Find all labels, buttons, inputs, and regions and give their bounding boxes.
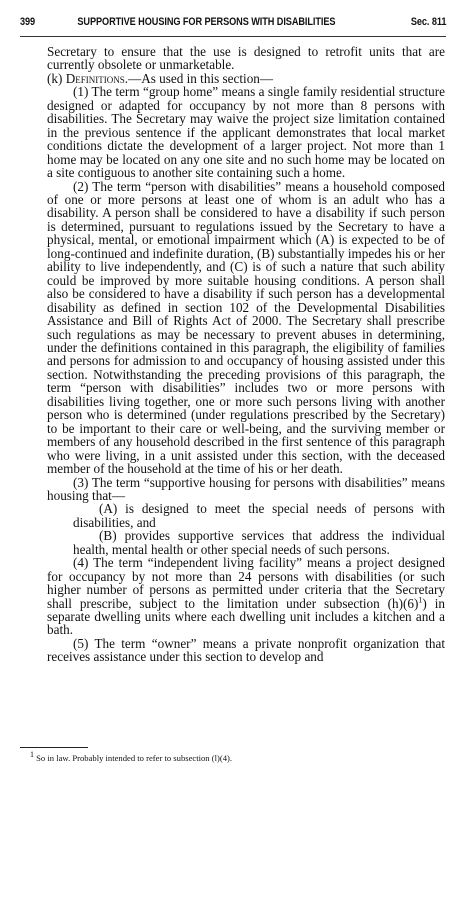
paragraph-continuation: Secretary to ensure that the use is designed to retrofit units that are currently obsolete or unmarketable. [47,44,445,73]
footnote-mark: 1 [30,750,34,760]
subparagraph-3a: (A) is designed to meet the special needs of persons with disabilities, and [73,501,445,530]
paragraph-3-supportive-housing: (3) The term “supportive housing for persons with disabilities” means housing that— [47,474,445,503]
page-number: 399 [20,16,36,28]
statute-text [47,45,445,664]
paragraph-1-group-home: (1) The term “group home” means a single family residential structure designed or adapted for occupancy by not more than 8 persons with disabilities. The Secretary may waive the project size limitation contained in the previous sentence if the applicant demonstrates that local market conditions dictate the development of a larger project. Not more than 1 home may be located on any one site and no such home may be located on a site contiguous to another site containing such a home. [47,84,445,181]
subsection-k-label: (k) [47,70,66,86]
paragraph-4-text-end: ) in separate dwelling units where each dwelling unit includes a kitchen and a bath. [47,595,445,638]
running-title: SUPPORTIVE HOUSING FOR PERSONS WITH DISABILITIES [77,16,336,28]
paragraph-4-text-start: (4) The term “independent living facility” means a project designed for occupancy by not more than 24 persons with disabilities (or such higher number of persons as permitted under criteria that the Secretary shall prescribe, subject to the limitation under subsection (h)(6) [47,555,445,611]
paragraph-5-owner: (5) The term “owner” means a private nonprofit organization that receives assistance under this section to develop and [47,635,445,665]
running-header [20,16,446,36]
section-number: Sec. 811 [410,16,447,28]
paragraph-2-person-with-disabilities: (2) The term “person with disabilities” means a household composed of one or more persons at least one of whom is an adult who has a disability. A person shall be considered to have a disability if such person is determined, pursuant to regulations issued by the Secretary to have a physical, mental, or emotional impairment which (A) is expected to be of long-continued and indefinite duration, (B) substantially impedes his or her ability to live independently, and (C) is of such a nature that such ability could be improved by more suitable housing conditions. A person shall also be considered to have a disability if such person has a developmental disability as defined in section 102 of the Developmental Disabilities Assistance and Bill of Rights Act of 2000. The Secretary shall prescribe such regulations as may be necessary to prevent abuses in determining, under the definitions contained in this paragraph, the eligibility of families and persons for admission to and occupancy of housing assisted under this section. Notwithstanding the preceding provisions of this paragraph, the term “person with disabilities” includes two or more persons with disabilities living together, one or more such persons living with another person who is determined (under regulations prescribed by the Secretary) to be important to their care or well-being, and the surviving member or members of any household described in the first sentence of this paragraph who were living, in a unit assisted under this section, with the deceased member of the household at the time of his or her death. [47,178,445,477]
subsection-k-heading [47,72,445,85]
footnote-rule [20,747,88,748]
subsection-k-title: Definitions [65,70,125,86]
footnote [30,750,450,763]
subparagraph-3b: (B) provides supportive services that address the individual health, mental health or other special needs of such persons. [73,528,445,557]
footnote-text: So in law. Probably intended to refer to subsection (l)(4). [36,753,233,763]
footnote-reference: 1 [418,595,423,605]
subsection-k-lead-in: .—As used in this section— [124,70,274,86]
paragraph-4-independent-living-facility [47,556,445,637]
header-rule [20,36,446,37]
